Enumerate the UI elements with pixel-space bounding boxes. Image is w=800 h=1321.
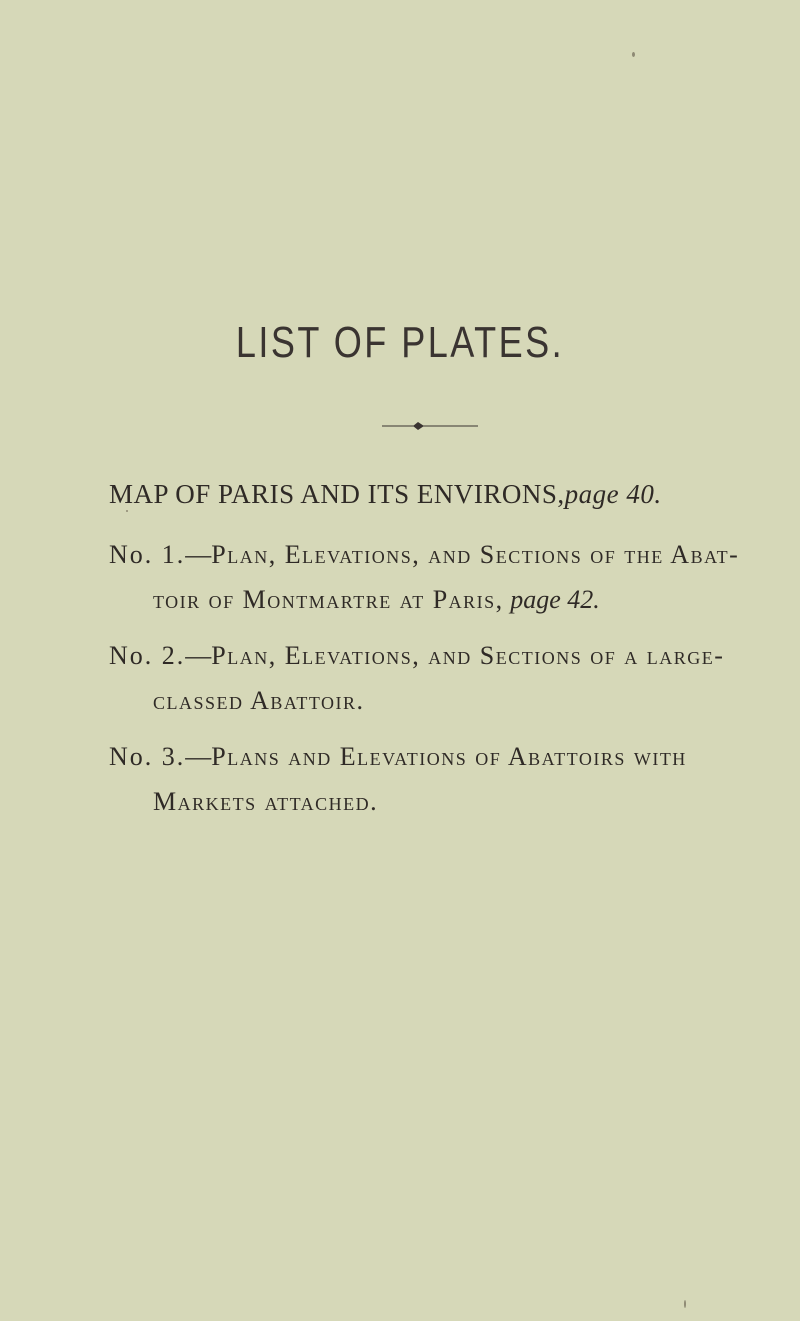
paper-speck <box>632 52 635 57</box>
paper-speck <box>126 510 128 512</box>
plate-dash: — <box>185 641 212 670</box>
map-page: page 40. <box>564 479 662 509</box>
plate-description: Plans and Elevations of Abattoirs with <box>211 742 687 771</box>
plate-entry-3 <box>109 742 709 816</box>
plate-number: No. 2. <box>109 641 186 670</box>
plate-number: No. 3. <box>109 742 186 771</box>
map-entry <box>109 479 662 510</box>
diamond-rule-ornament-icon <box>380 420 480 432</box>
plate-dash: — <box>185 742 212 771</box>
paper-speck <box>684 1300 686 1308</box>
plate-description-continued: toir of Montmartre at Paris, page 42. <box>153 585 600 614</box>
plate-description-continued: classed Abattoir. <box>153 686 365 715</box>
plate-description-continued: Markets attached. <box>153 787 379 816</box>
map-title: MAP OF PARIS AND ITS ENVIRONS, <box>109 479 565 509</box>
plate-entry-1 <box>109 540 740 614</box>
page-title: LIST OF PLATES. <box>235 318 565 367</box>
plate-page: page 42. <box>510 585 600 614</box>
plate-description: Plan, Elevations, and Sections of the Abat- <box>211 540 740 569</box>
plate-number: No. 1. <box>109 540 186 569</box>
plate-entry-2 <box>109 641 725 715</box>
plate-dash: — <box>185 540 212 569</box>
plate-description: Plan, Elevations, and Sections of a large- <box>211 641 725 670</box>
